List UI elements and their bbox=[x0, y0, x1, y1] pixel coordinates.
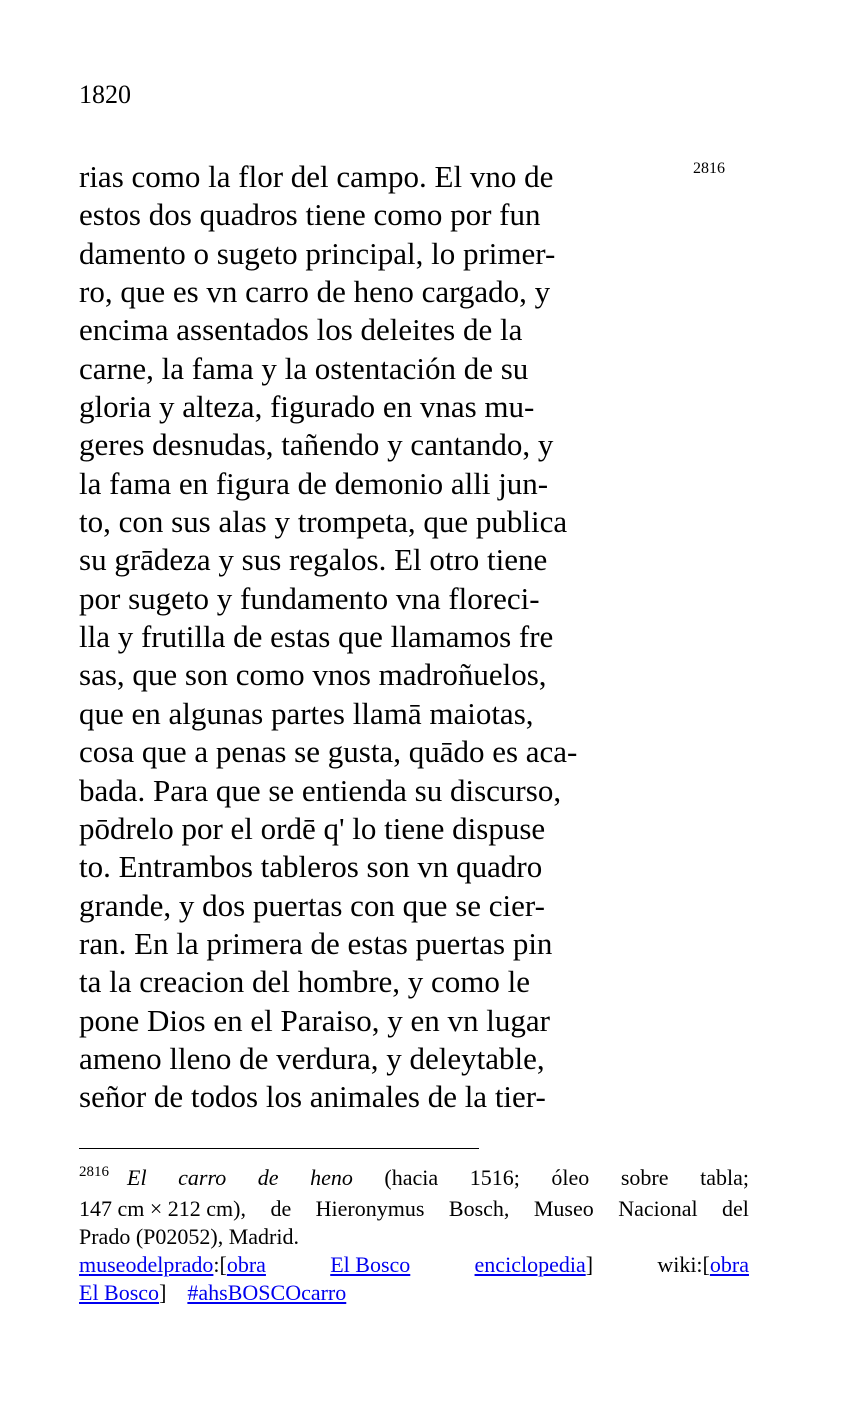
footnote-links-line-2 bbox=[79, 1279, 749, 1307]
body-line: geres desnudas, tañendo y cantando, y bbox=[79, 427, 554, 463]
footnote-word: tabla; bbox=[700, 1165, 749, 1190]
el-bosco-link[interactable]: El Bosco bbox=[330, 1252, 411, 1277]
footnote-word: (hacia bbox=[384, 1165, 439, 1190]
body-line: pone Dios en el Paraiso, y en vn lugar bbox=[79, 1002, 550, 1038]
body-line: su grādeza y sus regalos. El otro tiene bbox=[79, 542, 548, 578]
museodelprado-link[interactable]: museodelprado bbox=[79, 1252, 214, 1277]
body-line: to. Entrambos tableros son vn quadro bbox=[79, 849, 543, 885]
footnote-word: 147 cm × 212 cm), bbox=[79, 1196, 246, 1221]
footnote-word: 1516; bbox=[469, 1165, 520, 1190]
body-line: estos dos quadros tiene como por fun bbox=[79, 197, 541, 233]
footnote-location: Prado (P02052), Madrid. bbox=[79, 1224, 299, 1249]
footnote-line-3 bbox=[79, 1223, 749, 1251]
body-line: ta la creacion del hombre, y como le bbox=[79, 964, 531, 1000]
body-line: rias como la flor del campo. El vno de bbox=[79, 159, 554, 194]
body-line: pōdrelo por el ordē q' lo tiene dispuse bbox=[79, 810, 546, 846]
enciclopedia-link[interactable]: enciclopedia bbox=[474, 1252, 586, 1277]
body-line: ro, que es vn carro de heno cargado, y bbox=[79, 274, 551, 310]
body-line: ran. En la primera de estas puertas pin bbox=[79, 925, 553, 961]
footnote-word: Bosch, bbox=[448, 1196, 510, 1221]
body-line: to, con sus alas y trompeta, que publica bbox=[79, 504, 568, 540]
footnote-word: Museo bbox=[533, 1196, 594, 1221]
footnote-word: Hieronymus bbox=[315, 1196, 425, 1221]
footnote-word: óleo bbox=[551, 1165, 590, 1190]
footnote-title-word: heno bbox=[310, 1165, 353, 1190]
footnote-title-word: carro bbox=[178, 1165, 227, 1190]
obra-link[interactable]: obra bbox=[226, 1252, 266, 1277]
body-line: por sugeto y fundamento vna floreci- bbox=[79, 580, 540, 616]
footnote-word: de bbox=[270, 1196, 292, 1221]
footnote-line-2 bbox=[79, 1195, 749, 1223]
body-line: encima assentados los deleites de la bbox=[79, 312, 523, 348]
footnote-word: sobre bbox=[620, 1165, 669, 1190]
body-text bbox=[79, 158, 639, 1117]
link-bracket-close: ] bbox=[585, 1252, 594, 1277]
footnote-title-word: de bbox=[257, 1165, 279, 1190]
wiki-obra-link[interactable]: obra bbox=[709, 1252, 749, 1277]
body-line: lla y frutilla de estas que llamamos fre bbox=[79, 619, 554, 655]
link-bracket-close: ] bbox=[159, 1280, 167, 1305]
body-line: la fama en figura de demonio alli jun- bbox=[79, 465, 549, 501]
footnote-number: 2816 bbox=[79, 1164, 109, 1180]
footnote-divider bbox=[79, 1148, 479, 1149]
body-line: cosa que a penas se gusta, quādo es aca- bbox=[79, 734, 578, 770]
body-line: grande, y dos puertas con que se cier- bbox=[79, 887, 545, 923]
footnote-line-1 bbox=[79, 1164, 749, 1195]
wiki-el-bosco-link[interactable]: El Bosco bbox=[79, 1280, 160, 1305]
body-line: sas, que son como vnos madroñuelos, bbox=[79, 657, 547, 693]
body-line: damento o sugeto principal, lo primer- bbox=[79, 235, 556, 271]
body-line: ameno lleno de verdura, y deleytable, bbox=[79, 1040, 545, 1076]
footnote-title-word: El bbox=[127, 1165, 147, 1190]
footnote-word: del bbox=[722, 1196, 749, 1221]
body-line: carne, la fama y la ostentación de su bbox=[79, 350, 529, 386]
footnote-links-line bbox=[79, 1251, 749, 1279]
body-line: gloria y alteza, figurado en vnas mu- bbox=[79, 389, 535, 425]
hashtag-link[interactable]: #ahsBOSCOcarro bbox=[187, 1280, 347, 1305]
body-line: que en algunas partes llamā maiotas, bbox=[79, 695, 534, 731]
footnote bbox=[79, 1164, 749, 1307]
body-line: señor de todos los animales de la tier- bbox=[79, 1079, 546, 1115]
page-number: 1820 bbox=[79, 80, 131, 109]
body-line: bada. Para que se entienda su discurso, bbox=[79, 772, 562, 808]
link-separator: :[ bbox=[213, 1252, 227, 1277]
wiki-prefix: wiki:[ bbox=[657, 1252, 710, 1277]
footnote-word: Nacional bbox=[618, 1196, 698, 1221]
marginal-footnote-ref: 2816 bbox=[693, 160, 725, 177]
